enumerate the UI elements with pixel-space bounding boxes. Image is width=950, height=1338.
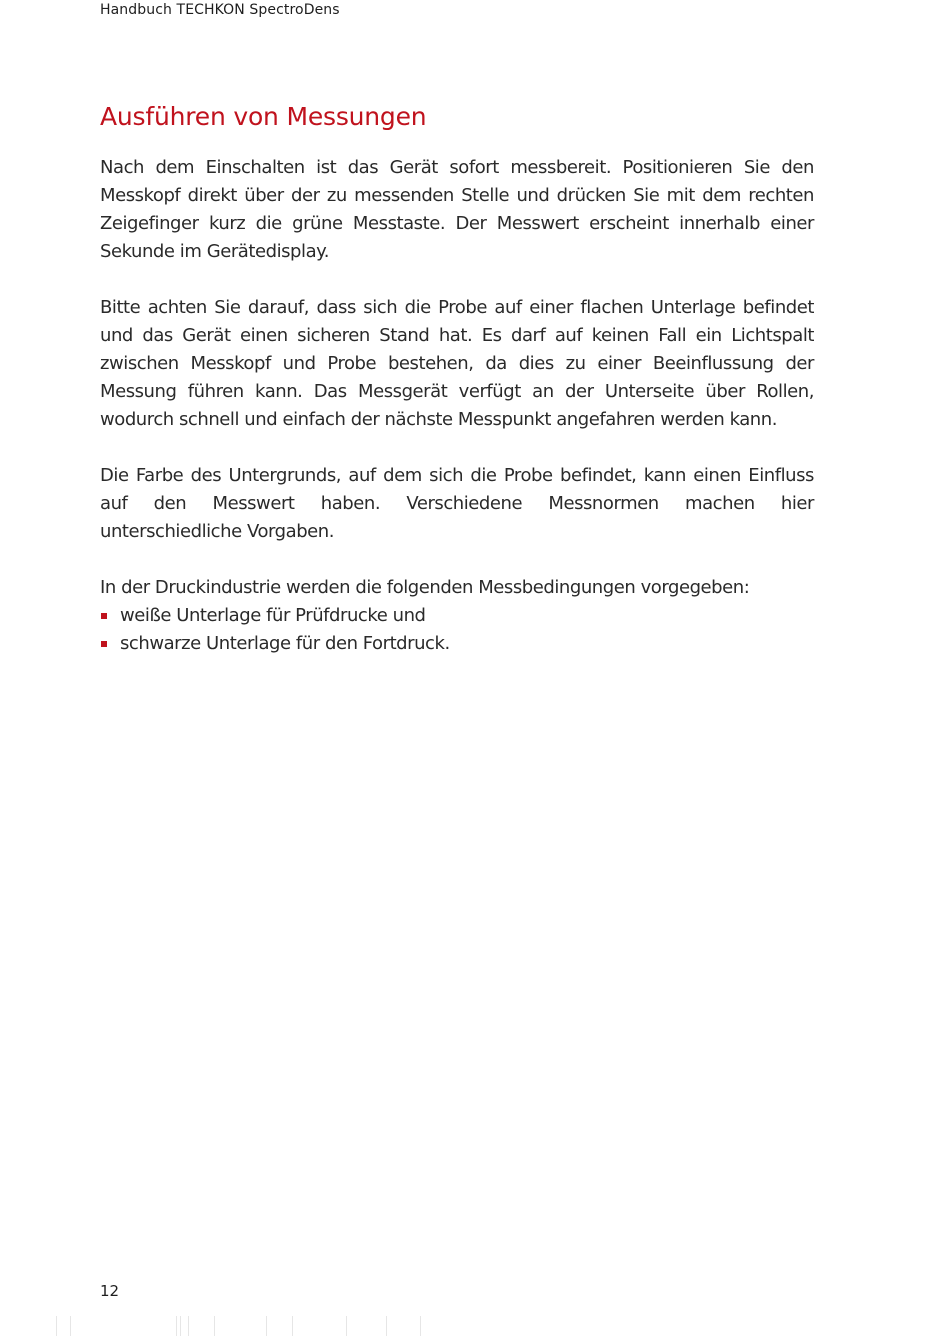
main-content	[100, 100, 814, 658]
paragraph-background-color: Die Farbe des Untergrunds, auf dem sich die Probe befindet, kann einen Einfluss auf den Messwert haben. Verschiedene Messnormen machen hier unterschiedliche Vorgaben.	[100, 465, 814, 542]
footer-mark	[420, 1316, 421, 1336]
paragraph-sample-placement: Bitte achten Sie darauf, dass sich die Probe auf einer flachen Unterlage befindet und das Gerät einen sicheren Stand hat. Es darf auf keinen Fall ein Lichtspalt zwischen Messkopf und Probe bestehen, da dies zu einer Beeinflussung der Messung führen kann. Das Messgerät verfügt an der Unterseite über Rollen, wodurch schnell und einfach der nächste Messpunkt angefahren werden kann.	[100, 297, 814, 430]
list-item	[100, 630, 814, 658]
list-item	[100, 602, 814, 630]
paragraph-measurement-conditions: In der Druckindustrie werden die folgenden Messbedingungen vorgegeben:	[100, 577, 750, 598]
footer-mark	[266, 1316, 267, 1336]
footer-mark	[292, 1316, 293, 1336]
section-title: Ausführen von Messungen	[100, 102, 427, 131]
list-item-text: schwarze Unterlage für den Fortdruck.	[120, 633, 450, 654]
footer-mark	[188, 1316, 189, 1336]
list-item-text: weiße Unterlage für Prüfdrucke und	[120, 605, 426, 626]
footer-mark	[346, 1316, 347, 1336]
footer-mark	[214, 1316, 215, 1336]
footer-decoration	[50, 1316, 450, 1338]
footer-mark	[176, 1316, 177, 1336]
footer-mark	[56, 1316, 57, 1336]
footer-mark	[180, 1316, 181, 1336]
page-number: 12	[100, 1282, 120, 1300]
footer-mark	[386, 1316, 387, 1336]
bullet-square-icon	[101, 613, 107, 619]
paragraph-measurement-start: Nach dem Einschalten ist das Gerät sofort messbereit. Positionieren Sie den Messkopf direkt über der zu messenden Stelle und drücken Sie mit dem rechten Zeigefinger kurz die grüne Messtaste. Der Messwert erscheint innerhalb einer Sekunde im Gerätedisplay.	[100, 157, 814, 262]
footer-mark	[70, 1316, 71, 1336]
conditions-list	[100, 602, 814, 658]
bullet-square-icon	[101, 641, 107, 647]
running-header: Handbuch TECHKON SpectroDens	[100, 2, 340, 18]
